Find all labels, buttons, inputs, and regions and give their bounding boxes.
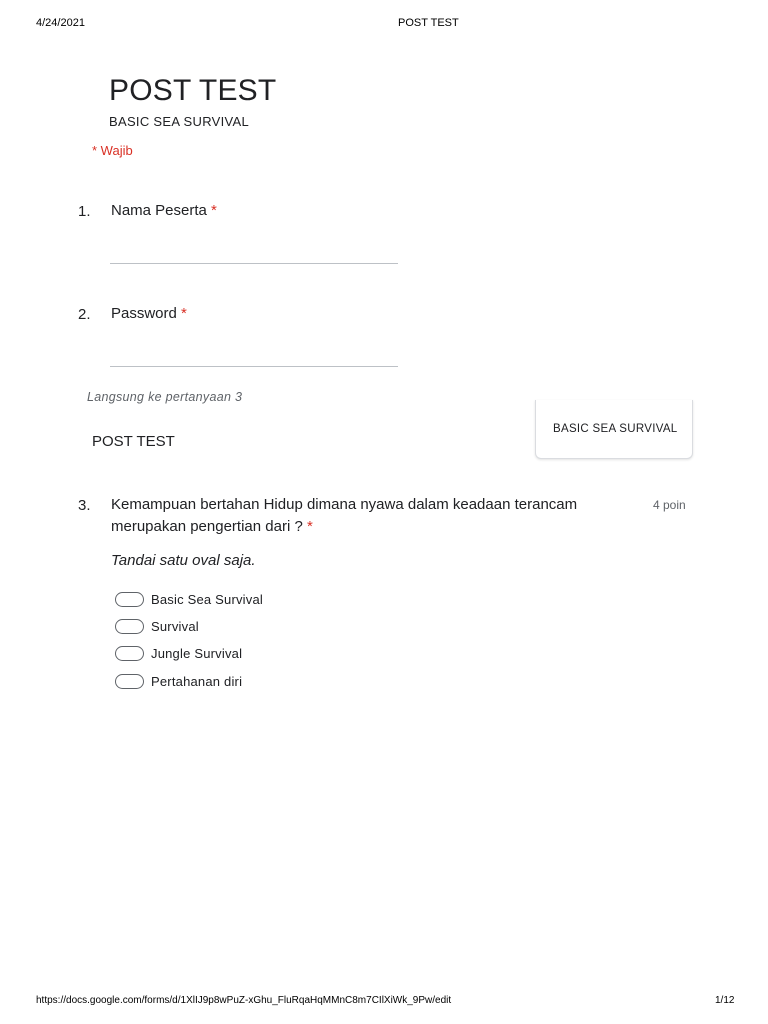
question-3-label-line2 bbox=[111, 516, 313, 538]
print-url: https://docs.google.com/forms/d/1XlIJ9p8wPuZ-xGhu_FluRqaHqMMnC8m7CIlXiWk_9Pw/edit bbox=[36, 995, 452, 1006]
question-2-label bbox=[111, 303, 187, 325]
question-2-number: 2. bbox=[78, 306, 91, 323]
section-card-title: BASIC SEA SURVIVAL bbox=[553, 423, 678, 435]
question-3-instruction: Tandai satu oval saja. bbox=[111, 552, 256, 569]
radio-oval-icon[interactable] bbox=[115, 619, 144, 634]
radio-oval-icon[interactable] bbox=[115, 592, 144, 607]
option-basic-sea-survival[interactable] bbox=[115, 590, 263, 608]
option-label: Pertahanan diri bbox=[151, 673, 243, 689]
question-3-number: 3. bbox=[78, 497, 91, 514]
required-note: * Wajib bbox=[92, 143, 133, 158]
form-subtitle: BASIC SEA SURVIVAL bbox=[109, 114, 250, 129]
password-input[interactable] bbox=[110, 366, 398, 367]
points-badge: 4 poin bbox=[653, 498, 686, 512]
option-survival[interactable] bbox=[115, 617, 199, 635]
required-asterisk: * bbox=[306, 518, 313, 535]
required-asterisk: * bbox=[211, 202, 217, 219]
skip-note: Langsung ke pertanyaan 3 bbox=[87, 390, 243, 404]
question-3-text-line1: Kemampuan bertahan Hidup dimana nyawa dalam keadaan terancam bbox=[111, 496, 578, 513]
page-number: 1/12 bbox=[715, 995, 735, 1006]
option-label: Basic Sea Survival bbox=[151, 591, 263, 607]
question-1-number: 1. bbox=[78, 203, 91, 220]
print-title: POST TEST bbox=[398, 17, 459, 29]
print-date: 4/24/2021 bbox=[36, 17, 85, 29]
question-3-text-line2: merupakan pengertian dari ? bbox=[111, 518, 303, 535]
option-jungle-survival[interactable] bbox=[115, 644, 242, 662]
nama-peserta-input[interactable] bbox=[110, 263, 398, 264]
option-label: Survival bbox=[151, 618, 199, 634]
question-1-label bbox=[111, 200, 217, 222]
radio-oval-icon[interactable] bbox=[115, 674, 144, 689]
option-pertahanan-diri[interactable] bbox=[115, 672, 242, 690]
required-asterisk: * bbox=[181, 305, 187, 322]
section-card bbox=[535, 400, 693, 459]
option-label: Jungle Survival bbox=[151, 645, 243, 661]
question-2-text: Password bbox=[111, 305, 177, 322]
radio-oval-icon[interactable] bbox=[115, 646, 144, 661]
question-1-text: Nama Peserta bbox=[111, 202, 207, 219]
section-title: POST TEST bbox=[92, 433, 175, 450]
form-title: POST TEST bbox=[109, 74, 277, 107]
